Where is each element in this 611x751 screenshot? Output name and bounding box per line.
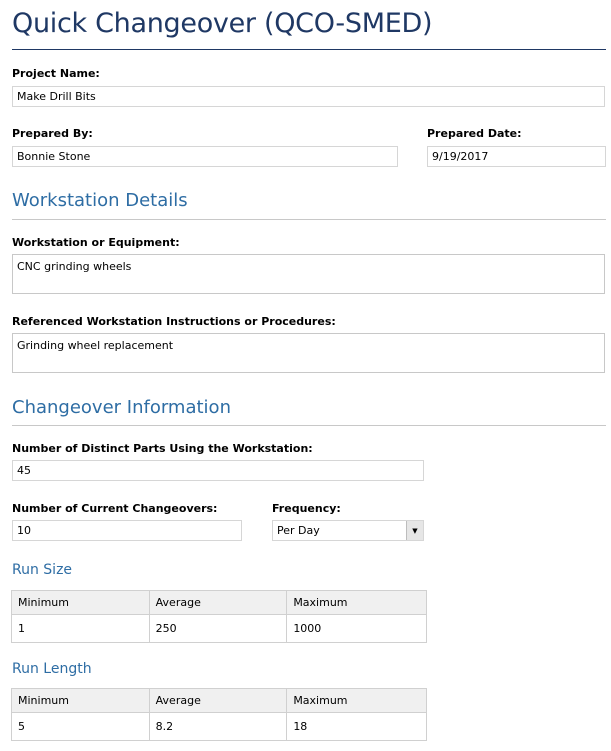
- run-size-average-cell[interactable]: 250: [149, 615, 287, 643]
- run-length-minimum-cell[interactable]: 5: [12, 713, 150, 741]
- run-size-heading: Run Size: [12, 562, 73, 578]
- equipment-label: Workstation or Equipment:: [12, 236, 180, 249]
- frequency-label: Frequency:: [272, 502, 341, 515]
- frequency-select[interactable]: [272, 520, 424, 541]
- changeover-heading: Changeover Information: [12, 397, 231, 418]
- distinct-parts-label: Number of Distinct Parts Using the Workstation:: [12, 442, 313, 455]
- table-header-row: [12, 689, 427, 713]
- run-length-heading: Run Length: [12, 661, 92, 677]
- distinct-parts-input[interactable]: 45: [12, 460, 424, 481]
- column-header-maximum: Maximum: [287, 689, 427, 713]
- instructions-label: Referenced Workstation Instructions or Procedures:: [12, 315, 336, 328]
- prepared-date-label: Prepared Date:: [427, 127, 522, 140]
- column-header-average: Average: [149, 689, 287, 713]
- project-name-label: Project Name:: [12, 67, 100, 80]
- chevron-down-icon[interactable]: ▼: [406, 521, 423, 540]
- run-size-minimum-cell[interactable]: 1: [12, 615, 150, 643]
- column-header-minimum: Minimum: [12, 591, 150, 615]
- instructions-textarea[interactable]: Grinding wheel replacement: [12, 333, 605, 373]
- prepared-by-label: Prepared By:: [12, 127, 93, 140]
- equipment-textarea[interactable]: CNC grinding wheels: [12, 254, 605, 294]
- column-header-minimum: Minimum: [12, 689, 150, 713]
- run-length-average-cell[interactable]: 8.2: [149, 713, 287, 741]
- title-divider: [12, 49, 606, 50]
- column-header-average: Average: [149, 591, 287, 615]
- column-header-maximum: Maximum: [287, 591, 427, 615]
- run-size-maximum-cell[interactable]: 1000: [287, 615, 427, 643]
- changeover-divider: [12, 425, 606, 426]
- frequency-selected-value: Per Day: [277, 524, 320, 537]
- current-changeovers-input[interactable]: 10: [12, 520, 242, 541]
- run-length-table: [11, 688, 427, 741]
- prepared-date-input[interactable]: 9/19/2017: [427, 146, 606, 167]
- prepared-by-input[interactable]: Bonnie Stone: [12, 146, 398, 167]
- run-size-table: [11, 590, 427, 643]
- page-title: Quick Changeover (QCO-SMED): [12, 8, 433, 39]
- table-header-row: [12, 591, 427, 615]
- workstation-divider: [12, 219, 606, 220]
- table-row: [12, 713, 427, 741]
- run-length-maximum-cell[interactable]: 18: [287, 713, 427, 741]
- current-changeovers-label: Number of Current Changeovers:: [12, 502, 218, 515]
- workstation-heading: Workstation Details: [12, 190, 188, 211]
- table-row: [12, 615, 427, 643]
- project-name-input[interactable]: Make Drill Bits: [12, 86, 605, 107]
